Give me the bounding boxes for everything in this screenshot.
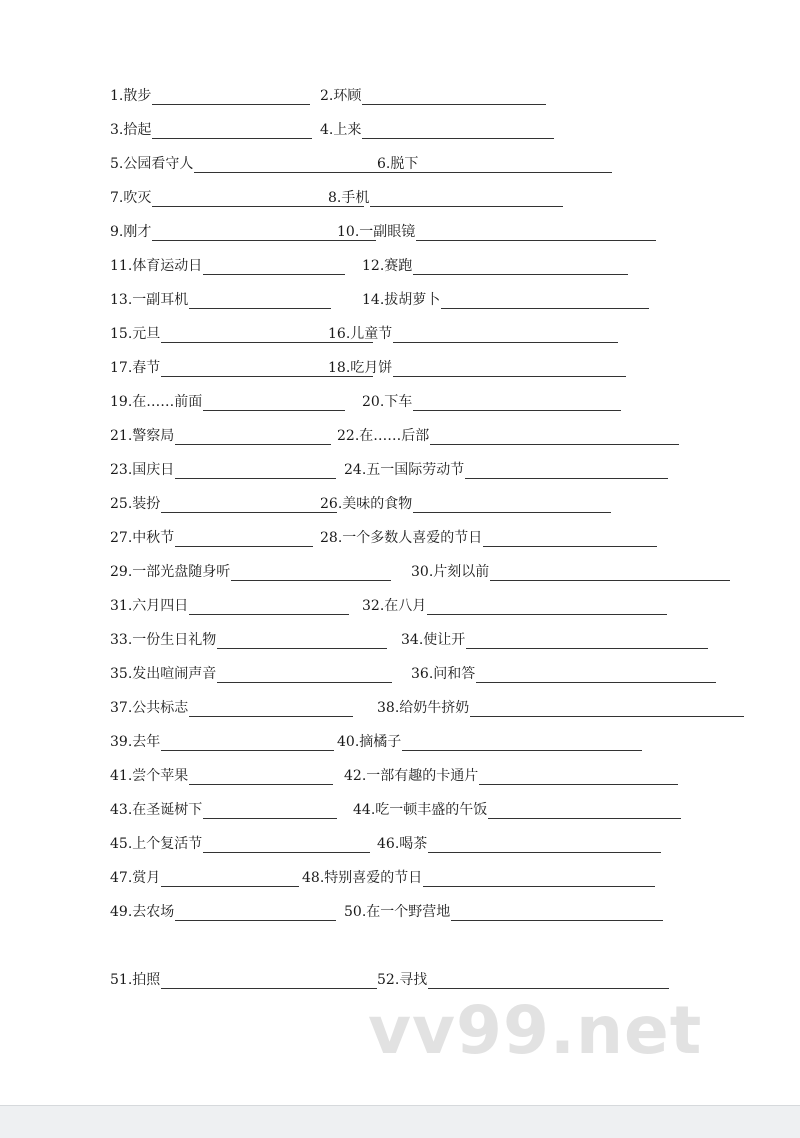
vocabulary-label: 46.喝茶: [377, 836, 428, 852]
vocabulary-item: [362, 257, 628, 275]
vocabulary-label: 6.脱下: [377, 156, 419, 172]
vocabulary-label: 43.在圣诞树下: [110, 802, 203, 818]
answer-blank: [189, 702, 353, 717]
watermark: vv99.net: [368, 992, 703, 1069]
vocabulary-label: 45.上个复活节: [110, 836, 203, 852]
vocabulary-label: 41.尝个苹果: [110, 768, 189, 784]
vocabulary-label: 1.散步: [110, 88, 152, 104]
vocabulary-item: [328, 359, 626, 377]
answer-blank: [465, 464, 668, 479]
answer-blank: [203, 804, 337, 819]
vocabulary-item: [337, 427, 679, 445]
vocabulary-item: [377, 971, 669, 989]
vocabulary-item: [320, 529, 657, 547]
answer-blank: [217, 668, 392, 683]
vocabulary-item: [344, 767, 678, 785]
vocabulary-label: 9.刚才: [110, 224, 152, 240]
vocabulary-label: 16.儿童节: [328, 326, 393, 342]
vocabulary-item: [110, 291, 331, 309]
vocabulary-label: 24.五一国际劳动节: [344, 462, 465, 478]
vocabulary-item: [110, 87, 310, 105]
vocabulary-label: 14.拔胡萝卜: [362, 292, 441, 308]
vocabulary-item: [362, 393, 621, 411]
answer-blank: [161, 736, 334, 751]
vocabulary-label: 7.吹灭: [110, 190, 152, 206]
vocabulary-label: 29.一部光盘随身听: [110, 564, 231, 580]
vocabulary-label: 19.在……前面: [110, 394, 203, 410]
vocabulary-label: 30.片刻以前: [411, 564, 490, 580]
answer-blank: [451, 906, 663, 921]
vocabulary-item: [328, 189, 563, 207]
vocabulary-label: 31.六月四日: [110, 598, 189, 614]
vocabulary-label: 50.在一个野营地: [344, 904, 451, 920]
vocabulary-label: 8.手机: [328, 190, 370, 206]
vocabulary-label: 23.国庆日: [110, 462, 175, 478]
vocabulary-label: 32.在八月: [362, 598, 427, 614]
answer-blank: [428, 838, 661, 853]
vocabulary-item: [377, 155, 612, 173]
vocabulary-item: [110, 631, 387, 649]
vocabulary-item: [344, 903, 663, 921]
vocabulary-label: 10.一副眼镜: [337, 224, 416, 240]
vocabulary-item: [110, 563, 391, 581]
vocabulary-label: 18.吃月饼: [328, 360, 393, 376]
answer-blank: [483, 532, 657, 547]
vocabulary-item: [377, 699, 744, 717]
vocabulary-label: 15.元旦: [110, 326, 161, 342]
answer-blank: [427, 600, 667, 615]
vocabulary-label: 17.春节: [110, 360, 161, 376]
vocabulary-label: 49.去农场: [110, 904, 175, 920]
vocabulary-label: 44.吃一顿丰盛的午饭: [353, 802, 488, 818]
answer-blank: [466, 634, 708, 649]
vocabulary-label: 25.装扮: [110, 496, 161, 512]
answer-blank: [231, 566, 391, 581]
answer-blank: [152, 124, 312, 139]
vocabulary-item: [411, 563, 730, 581]
vocabulary-label: 28.一个多数人喜爱的节日: [320, 530, 483, 546]
answer-blank: [413, 260, 628, 275]
answer-blank: [416, 226, 656, 241]
vocabulary-item: [110, 835, 370, 853]
vocabulary-item: [411, 665, 716, 683]
answer-blank: [161, 498, 337, 513]
vocabulary-label: 35.发出喧闹声音: [110, 666, 217, 682]
answer-blank: [217, 634, 387, 649]
vocabulary-label: 37.公共标志: [110, 700, 189, 716]
answer-blank: [430, 430, 679, 445]
vocabulary-label: 13.一副耳机: [110, 292, 189, 308]
answer-blank: [402, 736, 642, 751]
answer-blank: [476, 668, 716, 683]
vocabulary-label: 38.给奶牛挤奶: [377, 700, 470, 716]
answer-blank: [362, 124, 554, 139]
viewer-bottom-strip: [0, 1105, 800, 1138]
vocabulary-item: [110, 801, 337, 819]
answer-blank: [393, 362, 626, 377]
vocabulary-item: [353, 801, 681, 819]
vocabulary-item: [110, 597, 349, 615]
vocabulary-label: 51.拍照: [110, 972, 161, 988]
vocabulary-label: 52.寻找: [377, 972, 428, 988]
vocabulary-label: 33.一份生日礼物: [110, 632, 217, 648]
answer-blank: [428, 974, 669, 989]
answer-blank: [175, 532, 313, 547]
vocabulary-label: 26.美味的食物: [320, 496, 413, 512]
vocabulary-item: [110, 189, 364, 207]
answer-blank: [479, 770, 678, 785]
answer-blank: [203, 396, 345, 411]
vocabulary-item: [110, 733, 334, 751]
vocabulary-label: 3.拾起: [110, 122, 152, 138]
vocabulary-item: [337, 733, 642, 751]
vocabulary-item: [110, 427, 331, 445]
vocabulary-label: 48.特别喜爱的节日: [302, 870, 423, 886]
vocabulary-item: [110, 971, 377, 989]
vocabulary-label: 5.公园看守人: [110, 156, 194, 172]
vocabulary-item: [344, 461, 668, 479]
vocabulary-item: [110, 393, 345, 411]
vocabulary-item: [320, 495, 611, 513]
vocabulary-item: [110, 461, 336, 479]
answer-blank: [152, 90, 310, 105]
answer-blank: [441, 294, 649, 309]
answer-blank: [189, 294, 331, 309]
vocabulary-item: [110, 903, 336, 921]
vocabulary-label: 2.环顾: [320, 88, 362, 104]
vocabulary-item: [401, 631, 708, 649]
vocabulary-item: [110, 121, 312, 139]
vocabulary-item: [377, 835, 661, 853]
answer-blank: [161, 872, 299, 887]
vocabulary-label: 27.中秋节: [110, 530, 175, 546]
answer-blank: [161, 974, 377, 989]
vocabulary-label: 42.一部有趣的卡通片: [344, 768, 479, 784]
answer-blank: [189, 770, 333, 785]
vocabulary-item: [362, 597, 667, 615]
answer-blank: [470, 702, 744, 717]
answer-blank: [413, 396, 621, 411]
vocabulary-label: 40.摘橘子: [337, 734, 402, 750]
vocabulary-label: 36.问和答: [411, 666, 476, 682]
answer-blank: [423, 872, 655, 887]
vocabulary-label: 4.上来: [320, 122, 362, 138]
vocabulary-item: [362, 291, 649, 309]
vocabulary-label: 22.在……后部: [337, 428, 430, 444]
vocabulary-item: [110, 699, 353, 717]
vocabulary-label: 12.赛跑: [362, 258, 413, 274]
vocabulary-label: 20.下车: [362, 394, 413, 410]
answer-blank: [175, 464, 336, 479]
vocabulary-item: [320, 121, 554, 139]
vocabulary-item: [110, 257, 345, 275]
vocabulary-item: [337, 223, 656, 241]
answer-blank: [393, 328, 618, 343]
vocabulary-item: [328, 325, 618, 343]
vocabulary-label: 21.警察局: [110, 428, 175, 444]
vocabulary-label: 39.去年: [110, 734, 161, 750]
vocabulary-item: [110, 495, 337, 513]
answer-blank: [175, 430, 331, 445]
answer-blank: [419, 158, 612, 173]
vocabulary-item: [110, 665, 392, 683]
vocabulary-item: [110, 869, 299, 887]
vocabulary-item: [302, 869, 655, 887]
answer-blank: [175, 906, 336, 921]
answer-blank: [203, 260, 345, 275]
answer-blank: [490, 566, 730, 581]
vocabulary-label: 47.赏月: [110, 870, 161, 886]
vocabulary-label: 11.体育运动日: [110, 258, 203, 274]
vocabulary-label: 34.使让开: [401, 632, 466, 648]
vocabulary-item: [110, 529, 313, 547]
answer-blank: [413, 498, 611, 513]
answer-blank: [488, 804, 681, 819]
vocabulary-item: [320, 87, 546, 105]
answer-blank: [362, 90, 546, 105]
answer-blank: [370, 192, 563, 207]
vocabulary-item: [110, 767, 333, 785]
answer-blank: [189, 600, 349, 615]
answer-blank: [203, 838, 370, 853]
